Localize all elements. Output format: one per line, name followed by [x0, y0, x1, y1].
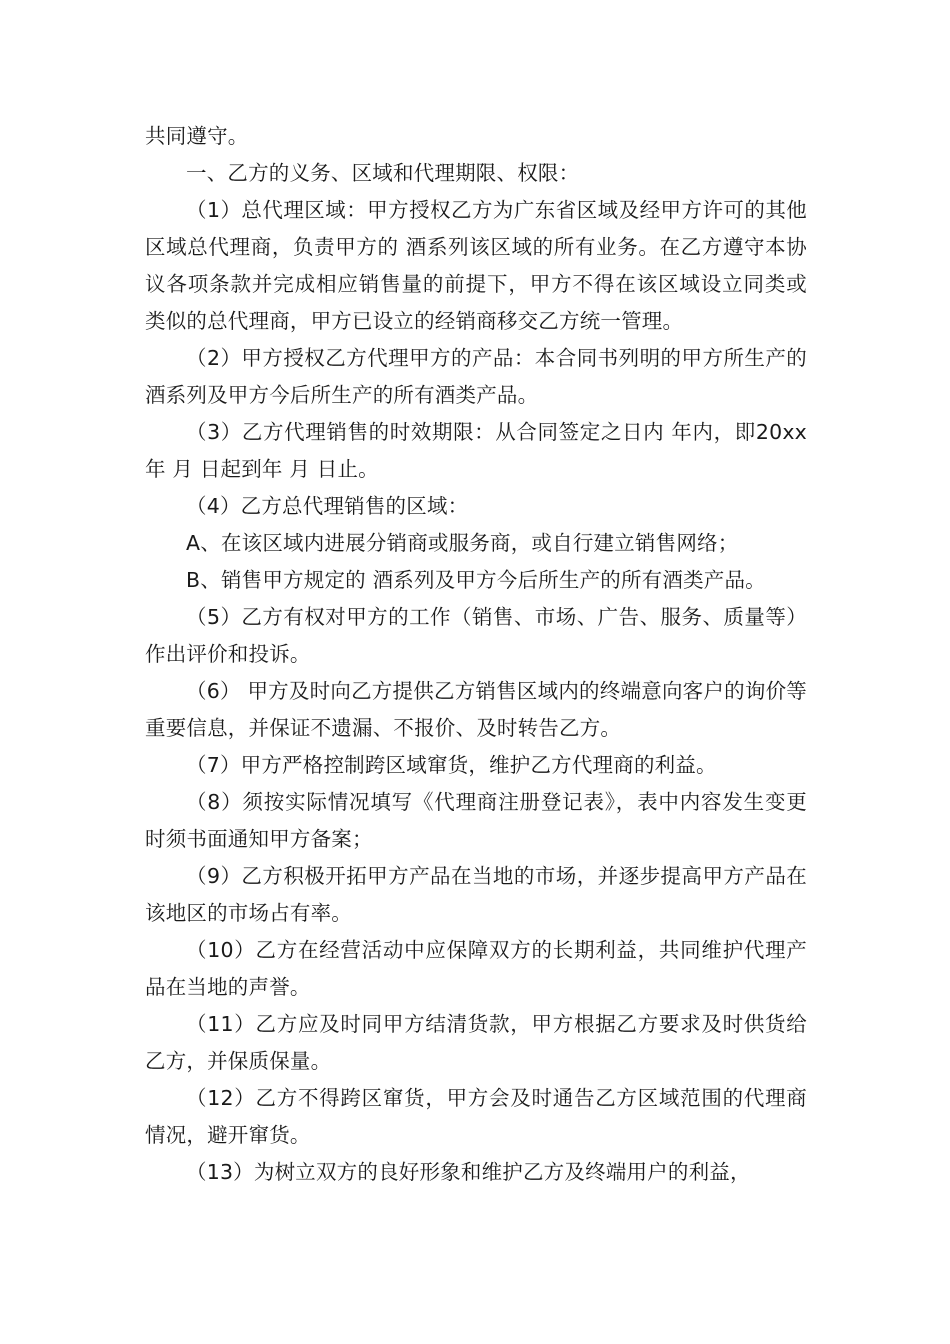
clause-10: （10）乙方在经营活动中应保障双方的长期利益，共同维护代理产品在当地的声誉。 [145, 938, 807, 999]
clause-7: （7）甲方严格控制跨区域窜货，维护乙方代理商的利益。 [186, 753, 717, 777]
clause-4-item-a: A、在该区域内进展分销商或服务商，或自行建立销售网络； [186, 531, 739, 555]
clause-12: （12）乙方不得跨区窜货，甲方会及时通告乙方区域范围的代理商情况，避开窜货。 [145, 1086, 807, 1147]
clause-8: （8）须按实际情况填写《代理商注册登记表》，表中内容发生变更时须书面通知甲方备案； [145, 790, 807, 851]
clause-6: （6） 甲方及时向乙方提供乙方销售区域内的终端意向客户的询价等重要信息，并保证不遗漏、不报价、及时转告乙方。 [145, 679, 807, 740]
clause-9: （9）乙方积极开拓甲方产品在当地的市场，并逐步提高甲方产品在该地区的市场占有率。 [145, 864, 807, 925]
paragraph-continuation: 共同遵守。 [145, 124, 249, 148]
clause-2: （2）甲方授权乙方代理甲方的产品：本合同书列明的甲方所生产的 酒系列及甲方今后所生产的所有酒类产品。 [145, 346, 807, 407]
clause-4: （4）乙方总代理销售的区域： [186, 494, 469, 518]
clause-5: （5）乙方有权对甲方的工作（销售、市场、广告、服务、质量等）作出评价和投诉。 [145, 605, 807, 666]
clause-1: （1）总代理区域：甲方授权乙方为广东省区域及经甲方许可的其他区域总代理商，负责甲方的 酒系列该区域的所有业务。在乙方遵守本协议各项条款并完成相应销售量的前提下，甲方不得在该区域设立同类或类似的总代理商，甲方已设立的经销商移交乙方统一管理。 [145, 198, 807, 333]
clause-4-item-b: B、销售甲方规定的 酒系列及甲方今后所生产的所有酒类产品。 [186, 568, 766, 592]
document-body [145, 118, 807, 1191]
clause-13: （13）为树立双方的良好形象和维护乙方及终端用户的利益， [186, 1160, 751, 1184]
clause-11: （11）乙方应及时同甲方结清货款，甲方根据乙方要求及时供货给乙方，并保质保量。 [145, 1012, 807, 1073]
section-heading-1: 一、乙方的义务、区域和代理期限、权限： [186, 161, 580, 185]
clause-3: （3）乙方代理销售的时效期限：从合同签定之日内 年内，即20xx 年 月 日起到年 月 日止。 [145, 420, 807, 481]
